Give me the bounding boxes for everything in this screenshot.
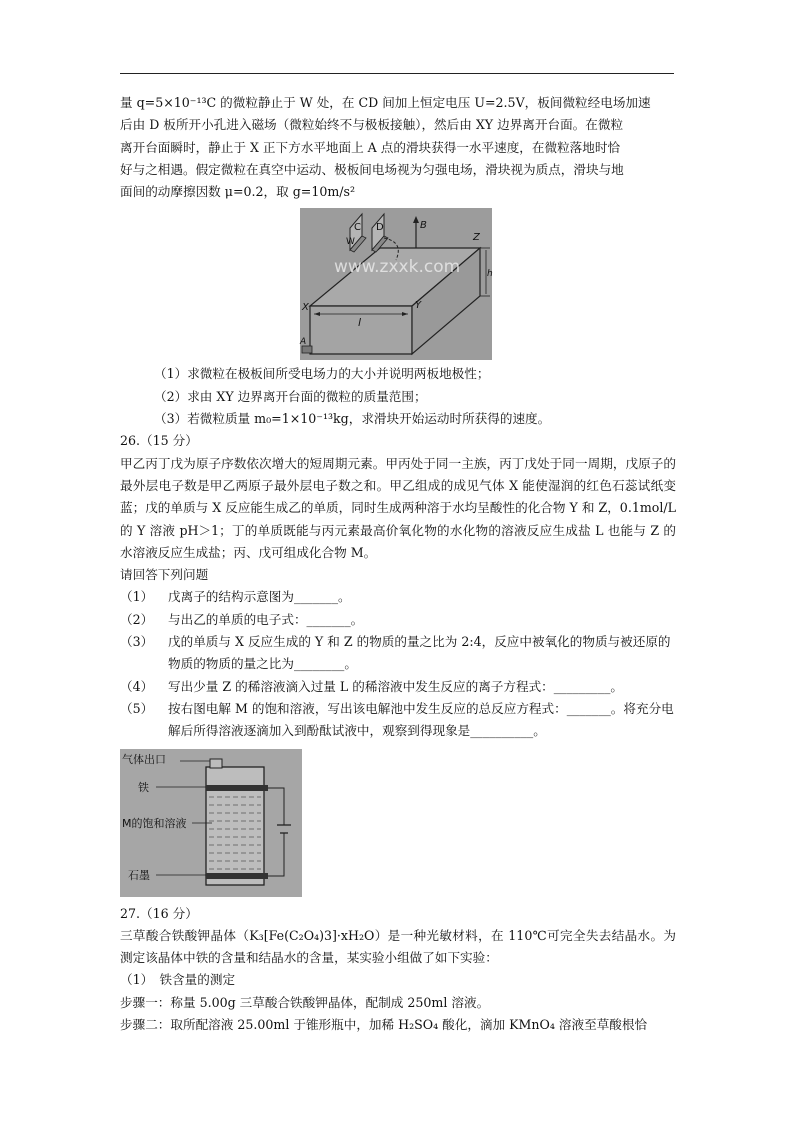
q26-prompt: 请回答下列问题 [120, 567, 209, 583]
label-b: B [420, 220, 427, 232]
item-number: （4） [120, 678, 154, 694]
label-c: C [354, 222, 361, 234]
page-content [120, 92, 676, 1036]
q27-paragraph: 三草酸合铁酸钾晶体（K₃[Fe(C₂O₄)3]·xH₂O）是一种光敏材料，在 110℃可完全失去结晶水。为测定该晶体中铁的含量和结晶水的含量，某实验小组做了如下实验： [120, 927, 676, 966]
q26-item-4 [120, 676, 676, 698]
label-w: W [346, 237, 355, 248]
q27-step-2: 步骤二：取所配溶液 25.00ml 于锥形瓶中，加稀 H₂SO₄ 酸化，滴加 KMnO₄ 溶液至草酸根恰 [120, 1017, 648, 1033]
label-gas-outlet: 气体出口 [122, 752, 166, 766]
q27-step-1: 步骤一：称量 5.00g 三草酸合铁酸钾晶体，配制成 250ml 溶液。 [120, 994, 490, 1010]
label-a: A [300, 337, 307, 348]
figure-electrolysis-cell [120, 749, 302, 897]
q26-item-1 [120, 586, 676, 608]
item-text: 戊的单质与 X 反应生成的 Y 和 Z 的物质的量之比为 2:4，反应中被氧化的物质与被还原的物质的物质的量之比为________。 [168, 634, 671, 672]
figure-platform-diagram [300, 208, 492, 360]
q25-line-3: 离开台面瞬时，静止于 X 正下方水平地面上 A 点的滑块获得一水平速度，在微粒落地时恰 [120, 139, 621, 155]
q25-line-2: 后由 D 板所开小孔进入磁场（微粒始终不与极板接触），然后由 XY 边界离开台面。在微粒 [120, 117, 624, 133]
item-number: （2） [120, 611, 154, 627]
item-text: 与出乙的单质的电子式：_______。 [168, 611, 364, 627]
electrolysis-cell-svg [120, 749, 302, 897]
q25-line-1: 量 q=5×10⁻¹³C 的微粒静止于 W 处，在 CD 间加上恒定电压 U=2.5V，板间微粒经电场加速 [120, 95, 651, 110]
label-l: l [358, 316, 362, 330]
q26-item-5 [120, 698, 676, 743]
label-z: Z [473, 232, 480, 244]
label-d: D [376, 222, 384, 234]
label-solution: M的饱和溶液 [122, 816, 187, 830]
q26-item-3 [120, 631, 676, 676]
item-text: 按右图电解 M 的饱和溶液，写出该电解池中发生反应的总反应方程式：_______。将充分电解后所得溶液逐滴加入到酚酞试液中，观察到得现象是__________。 [168, 700, 674, 739]
label-graphite: 石墨 [128, 868, 150, 882]
q25-line-5: 面间的动摩擦因数 μ=0.2，取 g=10m/s² [120, 184, 356, 200]
q26-item-2 [120, 609, 676, 631]
item-text: 戊离子的结构示意图为_______。 [168, 589, 351, 605]
label-x: X [302, 302, 309, 314]
q26-paragraph: 甲乙丙丁戊为原子序数依次增大的短周期元素。甲丙处于同一主族，丙丁戊处于同一周期，戊原子的最外层电子数是甲乙两原子最外层电子数之和。甲乙组成的成见气体 X 能使湿润的红色石蕊试纸变蓝；戊的单质与 X 反应能生成乙的单质，同时生成两种溶于水均呈酸性的化合物 Y 和 Z，0.1mol/L 的 Y 溶液 pH＞1；丁的单质既能与丙元素最高价氧化物的水化物的溶液反应生成盐 L 也能与 Z 的水溶液反应生成盐；丙、戊可组成化合物 M。 [120, 455, 676, 560]
q27-heading: 27.（16 分） [120, 905, 198, 921]
label-iron: 铁 [138, 780, 149, 794]
label-y: Y [415, 300, 422, 312]
item-number: （1） [120, 589, 154, 605]
watermark-text: www.zxxk.com [334, 257, 461, 278]
q26-heading: 26.（15 分） [120, 433, 198, 449]
q25-item-3: （3）若微粒质量 m₀=1×10⁻¹³kg，求滑块开始运动时所获得的速度。 [154, 411, 551, 427]
q25-item-2: （2）求由 XY 边界离开台面的微粒的质量范围； [154, 388, 427, 404]
q25-line-4: 好与之相遇。假定微粒在真空中运动、极板间电场视为匀强电场，滑块视为质点，滑块与地 [120, 161, 624, 177]
platform-diagram-svg [300, 208, 492, 360]
label-h: h [487, 269, 493, 280]
header-rule [120, 73, 674, 74]
item-text: 写出少量 Z 的稀溶液滴入过量 L 的稀溶液中发生反应的离子方程式：_________。 [168, 678, 624, 694]
item-number: （5） [120, 700, 154, 716]
q25-item-1: （1）求微粒在极板间所受电场力的大小并说明两板地极性； [154, 366, 490, 382]
item-number: （3） [120, 634, 154, 650]
q27-subheading: （1） 铁含量的测定 [120, 972, 236, 988]
